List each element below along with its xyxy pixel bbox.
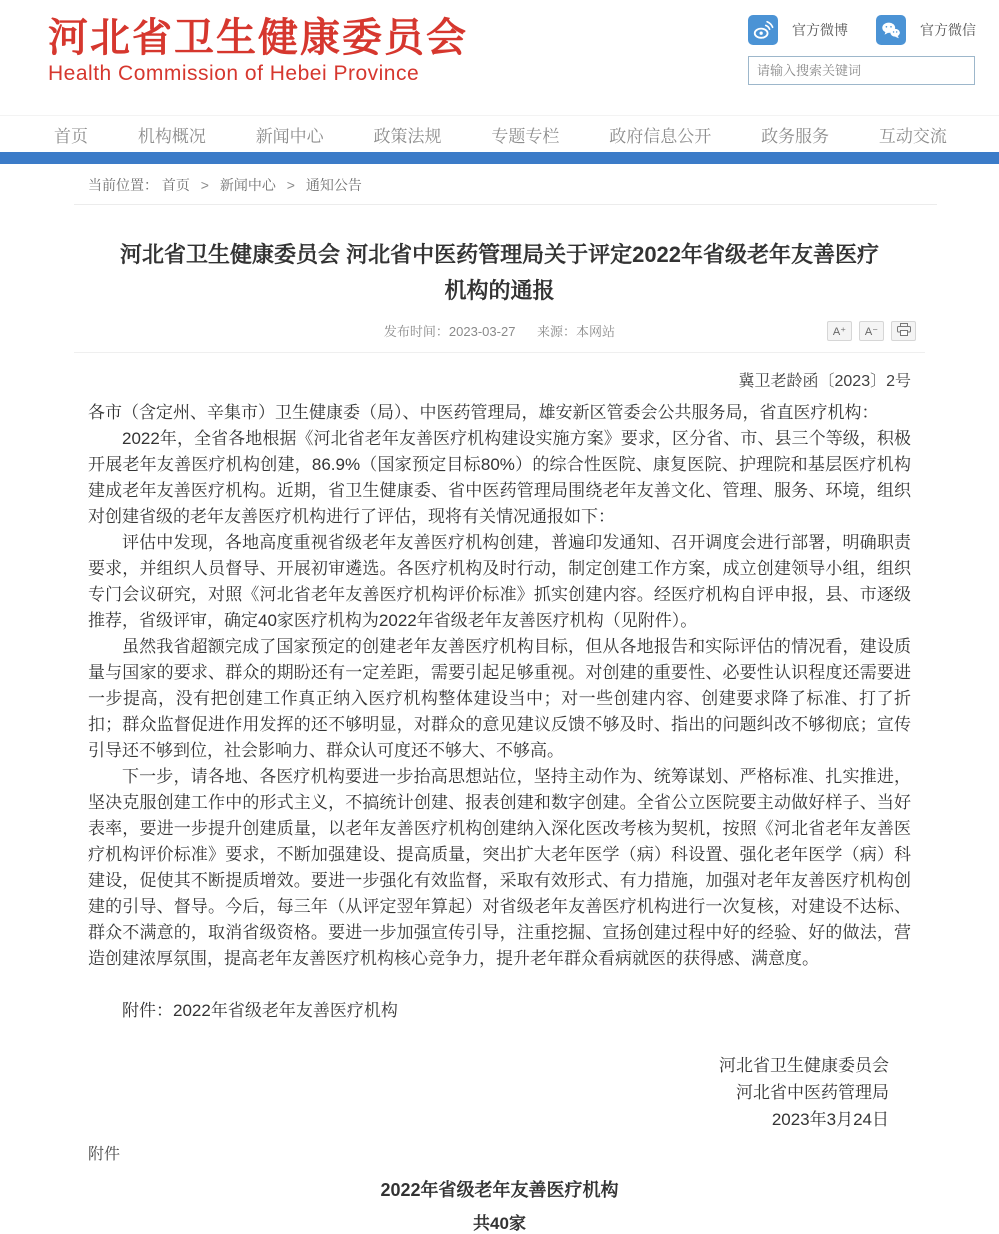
article-meta-text — [88, 319, 911, 345]
breadcrumb-divider — [74, 204, 937, 205]
weibo-icon[interactable] — [748, 15, 778, 45]
print-icon — [897, 323, 911, 339]
nav-item-interaction[interactable]: 互动交流 — [878, 126, 947, 146]
breadcrumb-separator: > — [286, 177, 295, 193]
signature-org-1: 河北省卫生健康委员会 — [719, 1056, 889, 1075]
document-number: 冀卫老龄函〔2023〕2号 — [738, 373, 911, 390]
nav-item-services[interactable]: 政务服务 — [761, 126, 830, 146]
attachment-reference: 附件：2022年省级老年友善医疗机构 — [122, 1001, 398, 1020]
site-title: 河北省卫生健康委员会 — [48, 16, 468, 60]
breadcrumb-separator: > — [200, 177, 209, 193]
nav-item-overview[interactable]: 机构概况 — [137, 126, 206, 146]
paragraph-2: 评估中发现，各地高度重视省级老年友善医疗机构创建，普遍印发通知、召开调度会进行部署，明确职责要求，并组织人员督导、开展初审遴选。各医疗机构及时行动，制定创建工作方案，成立创建领导小组，组织专门会议研究，对照《河北省老年友善医疗机构评价标准》抓实创建内容。经医疗机构自评申报，县、市逐级推荐，省级评审，确定40家医疗机构为2022年省级老年友善医疗机构（见附件）。 — [88, 533, 911, 630]
site-header — [0, 0, 999, 115]
font-decrease-button[interactable]: A⁻ — [859, 321, 884, 341]
font-increase-button[interactable]: A⁺ — [827, 321, 852, 341]
signature-date: 2023年3月24日 — [771, 1110, 889, 1129]
breadcrumb — [0, 164, 999, 204]
publish-time: 发布时间：2023-03-27 — [383, 324, 516, 339]
breadcrumb-notices[interactable]: 通知公告 — [305, 177, 362, 193]
breadcrumb-news-center[interactable]: 新闻中心 — [219, 177, 276, 193]
nav-item-topics[interactable]: 专题专栏 — [491, 126, 560, 146]
nav-item-home[interactable]: 首页 — [54, 126, 88, 146]
search-input[interactable] — [748, 56, 975, 85]
appendix-label: 附件 — [88, 1146, 121, 1163]
signature-block — [88, 1052, 911, 1133]
article-body — [88, 400, 911, 972]
article-title: 河北省卫生健康委员会 河北省中医药管理局关于评定2022年省级老年友善医疗机构的通报 — [119, 242, 880, 303]
nav-accent-bar — [0, 152, 999, 164]
article — [0, 237, 999, 1234]
nav-item-news[interactable]: 新闻中心 — [255, 126, 324, 146]
print-button[interactable] — [891, 321, 916, 341]
meta-divider — [74, 352, 925, 353]
article-tools — [827, 321, 916, 341]
nav-item-gov-info[interactable]: 政府信息公开 — [609, 126, 712, 146]
appendix-title: 2022年省级老年友善医疗机构 — [380, 1180, 619, 1200]
article-meta — [88, 319, 911, 345]
breadcrumb-label: 当前位置： — [88, 177, 158, 193]
weibo-label[interactable]: 官方微博 — [792, 22, 848, 38]
breadcrumb-home[interactable]: 首页 — [161, 177, 190, 193]
paragraph-4: 下一步，请各地、各医疗机构要进一步抬高思想站位，坚持主动作为、统筹谋划、严格标准、扎实推进，坚决克服创建工作中的形式主义，不搞统计创建、报表创建和数字创建。全省公立医院要主动做好样子、当好表率，要进一步提升创建质量，以老年友善医疗机构创建纳入深化医改考核为契机，按照《河北省老年友善医疗机构评价标准》要求，不断加强建设、提高质量，突出扩大老年医学（病）科设置、强化老年医学（病）科建设，促使其不断提质增效。要进一步强化有效监督，采取有效形式、有力措施，加强对老年友善医疗机构创建的引导、督导。今后，每三年（从评定翌年算起）对省级老年友善医疗机构进行一次复核，对建设不达标、群众不满意的，取消省级资格。要进一步加强宣传引导，注重挖掘、宣扬创建过程中好的经验、好的做法，营造创建浓厚氛围，提高老年友善医疗机构核心竞争力，提升老年群众看病就医的获得感、满意度。 — [88, 767, 911, 968]
nav-item-policy[interactable]: 政策法规 — [373, 126, 442, 146]
header-right — [748, 14, 980, 85]
paragraph-1: 2022年，全省各地根据《河北省老年友善医疗机构建设实施方案》要求，区分省、市、县三个等级，积极开展老年友善医疗机构创建，86.9%（国家预定目标80%）的综合性医院、康复医院、护理院和基层医疗机构建成老年友善医疗机构。近期，省卫生健康委、省中医药管理局围绕老年友善文化、管理、服务、环境，组织对创建省级的老年友善医疗机构进行了评估，现将有关情况通报如下： — [88, 429, 911, 526]
appendix-subtitle: 共40家 — [473, 1214, 526, 1233]
site-subtitle: Health Commission of Hebei Province — [48, 62, 420, 85]
social-row — [748, 14, 980, 46]
main-nav — [0, 115, 999, 152]
site-logo[interactable] — [48, 16, 468, 86]
wechat-icon[interactable] — [876, 15, 906, 45]
signature-org-2: 河北省中医药管理局 — [736, 1083, 889, 1102]
paragraph-3: 虽然我省超额完成了国家预定的创建老年友善医疗机构目标，但从各地报告和实际评估的情况看，建设质量与国家的要求、群众的期盼还有一定差距，需要引起足够重视。对创建的重要性、必要性认识程度还需要进一步提高，没有把创建工作真正纳入医疗机构整体建设当中；对一些创建内容、创建要求降了标准、打了折扣；群众监督促进作用发挥的还不够明显，对群众的意见建议反馈不够及时、指出的问题纠改不够彻底；宣传引导还不够到位，社会影响力、群众认可度还不够大、不够高。 — [88, 637, 911, 760]
article-source: 来源：本网站 — [537, 324, 616, 339]
salutation: 各市（含定州、辛集市）卫生健康委（局）、中医药管理局，雄安新区管委会公共服务局，省直医疗机构： — [88, 403, 879, 422]
wechat-label[interactable]: 官方微信 — [920, 22, 976, 38]
